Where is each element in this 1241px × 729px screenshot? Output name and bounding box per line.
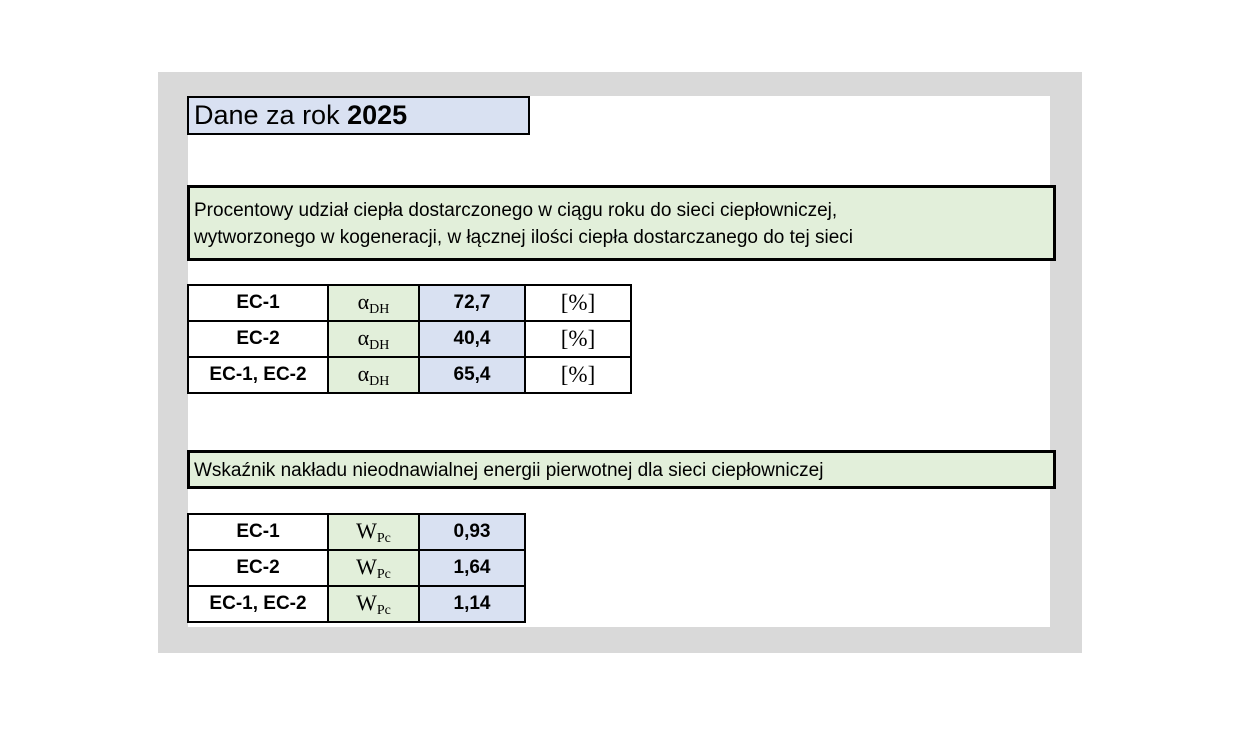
table-row bbox=[188, 586, 525, 622]
value-cell[interactable]: 65,4 bbox=[419, 357, 525, 393]
symbol-cell bbox=[328, 285, 419, 321]
symbol-main: W bbox=[356, 517, 377, 543]
section-primary-energy-title bbox=[187, 450, 1056, 489]
section-chp-heat-share-title bbox=[187, 185, 1056, 261]
symbol-cell bbox=[328, 514, 419, 550]
unit-cell: [%] bbox=[525, 357, 631, 393]
year-header-prefix: Dane za rok bbox=[194, 100, 340, 130]
table-row bbox=[188, 285, 631, 321]
plant-name-cell: EC-1 bbox=[188, 514, 328, 550]
plant-name-cell: EC-2 bbox=[188, 321, 328, 357]
symbol-main: α bbox=[357, 324, 370, 350]
table-row bbox=[188, 550, 525, 586]
symbol-subscript: DH bbox=[369, 373, 390, 389]
year-header bbox=[187, 96, 530, 135]
plant-name-cell: EC-2 bbox=[188, 550, 328, 586]
section-title-line-1: Procentowy udział ciepła dostarczonego w ciągu roku do sieci ciepłowniczej, bbox=[194, 200, 838, 221]
section-title: Wskaźnik nakładu nieodnawialnej energii pierwotnej dla sieci ciepłowniczej bbox=[194, 460, 824, 481]
symbol-subscript: DH bbox=[369, 301, 390, 317]
symbol-subscript: Pc bbox=[376, 602, 391, 618]
primary-energy-factor-table bbox=[187, 513, 526, 623]
year-value: 2025 bbox=[347, 100, 408, 130]
value-cell[interactable]: 40,4 bbox=[419, 321, 525, 357]
value-cell[interactable]: 0,93 bbox=[419, 514, 525, 550]
symbol-cell bbox=[328, 321, 419, 357]
symbol-cell bbox=[328, 550, 419, 586]
symbol-cell bbox=[328, 357, 419, 393]
table-row bbox=[188, 514, 525, 550]
value-cell[interactable]: 1,64 bbox=[419, 550, 525, 586]
symbol-main: W bbox=[356, 589, 377, 615]
symbol-main: α bbox=[357, 360, 370, 386]
unit-cell: [%] bbox=[525, 285, 631, 321]
value-cell[interactable]: 72,7 bbox=[419, 285, 525, 321]
symbol-subscript: Pc bbox=[376, 566, 391, 582]
chp-heat-share-table bbox=[187, 284, 632, 394]
plant-name-cell: EC-1, EC-2 bbox=[188, 586, 328, 622]
value-cell[interactable]: 1,14 bbox=[419, 586, 525, 622]
plant-name-cell: EC-1 bbox=[188, 285, 328, 321]
symbol-main: W bbox=[356, 553, 377, 579]
symbol-subscript: DH bbox=[369, 337, 390, 353]
unit-cell: [%] bbox=[525, 321, 631, 357]
table-row bbox=[188, 357, 631, 393]
section-title-line-2: wytworzonego w kogeneracji, w łącznej ilości ciepła dostarczanego do tej sieci bbox=[194, 227, 853, 248]
symbol-cell bbox=[328, 586, 419, 622]
table-row bbox=[188, 321, 631, 357]
symbol-subscript: Pc bbox=[376, 530, 391, 546]
symbol-main: α bbox=[357, 288, 370, 314]
plant-name-cell: EC-1, EC-2 bbox=[188, 357, 328, 393]
